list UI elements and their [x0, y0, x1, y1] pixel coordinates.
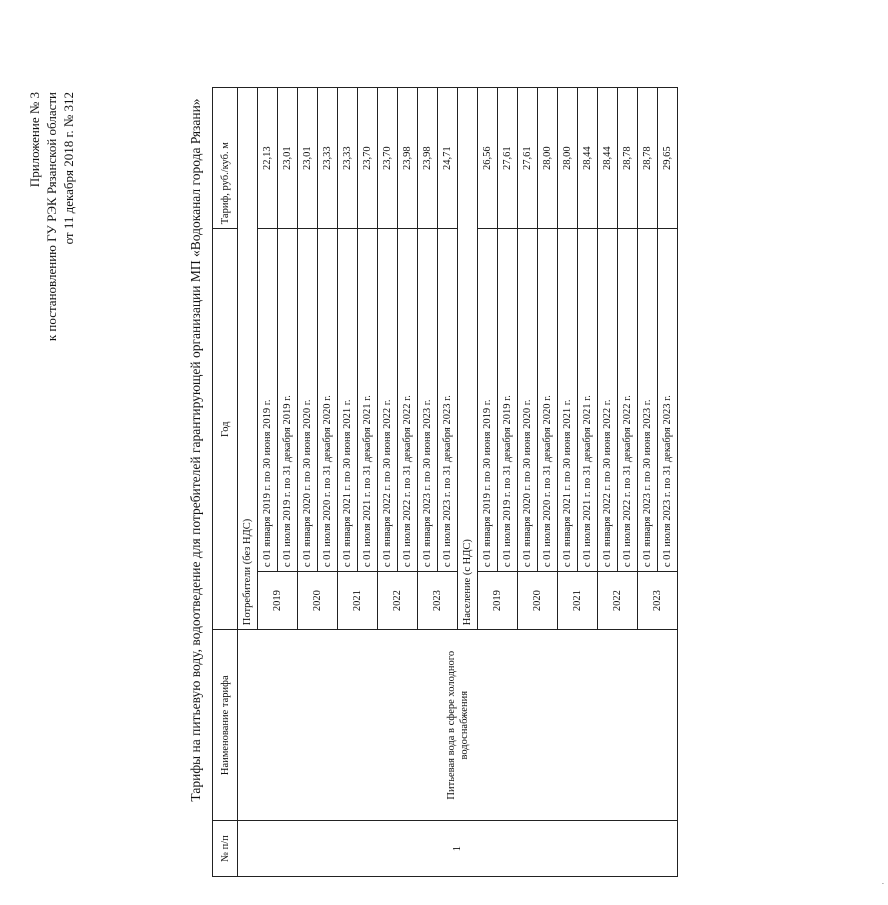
tariff-cell: 23,70	[358, 88, 378, 229]
year-cell: 2021	[558, 572, 598, 630]
period-cell: с 01 июля 2023 г. по 31 декабря 2023 г.	[438, 229, 458, 572]
period-cell: с 01 января 2022 г. по 30 июня 2022 г.	[378, 229, 398, 572]
period-cell: с 01 января 2022 г. по 30 июня 2022 г.	[598, 229, 618, 572]
tariff-cell: 23,01	[298, 88, 318, 229]
period-cell: с 01 января 2021 г. по 30 июня 2021 г.	[338, 229, 358, 572]
period-cell: с 01 июля 2020 г. по 31 декабря 2020 г.	[538, 229, 558, 572]
period-cell: с 01 января 2020 г. по 30 июня 2020 г.	[518, 229, 538, 572]
period-cell: с 01 января 2023 г. по 30 июня 2023 г.	[638, 229, 658, 572]
tariff-cell: 28,00	[538, 88, 558, 229]
period-cell: с 01 января 2019 г. по 30 июня 2019 г.	[478, 229, 498, 572]
group-label: Потребители (без НДС)	[238, 88, 258, 630]
appendix-header	[26, 92, 77, 341]
tariff-cell: 27,61	[518, 88, 538, 229]
appendix-date: от 11 декабря 2018 г. № 312	[61, 92, 76, 245]
scan-mark: ·	[878, 882, 888, 885]
tariff-cell: 24,71	[438, 88, 458, 229]
period-cell: с 01 июля 2023 г. по 31 декабря 2023 г.	[658, 229, 678, 572]
tariff-cell: 28,78	[638, 88, 658, 229]
period-cell: с 01 января 2021 г. по 30 июня 2021 г.	[558, 229, 578, 572]
tariff-cell: 23,98	[418, 88, 438, 229]
year-cell: 2023	[638, 572, 678, 630]
year-cell: 2019	[258, 572, 298, 630]
period-cell: с 01 января 2019 г. по 30 июня 2019 г.	[258, 229, 278, 572]
appendix-resolution: к постановлению ГУ РЭК Рязанской области	[44, 92, 59, 342]
tariff-cell: 29,65	[658, 88, 678, 229]
tariff-cell: 26,56	[478, 88, 498, 229]
tariff-cell: 28,78	[618, 88, 638, 229]
appendix-number: Приложение № 3	[27, 92, 42, 188]
table-header-row	[213, 88, 238, 877]
tariff-cell: 23,70	[378, 88, 398, 229]
tariff-cell: 23,33	[338, 88, 358, 229]
period-cell: с 01 января 2020 г. по 30 июня 2020 г.	[298, 229, 318, 572]
header-tariff: Тариф, руб./куб. м	[213, 88, 238, 229]
tariff-cell: 23,98	[398, 88, 418, 229]
period-cell: с 01 июля 2019 г. по 31 декабря 2019 г.	[278, 229, 298, 572]
header-year: Год	[213, 229, 238, 630]
period-cell: с 01 июля 2022 г. по 31 декабря 2022 г.	[398, 229, 418, 572]
year-cell: 2022	[378, 572, 418, 630]
header-name: Наименование тарифа	[213, 630, 238, 821]
period-cell: с 01 июля 2021 г. по 31 декабря 2021 г.	[578, 229, 598, 572]
tariff-table	[212, 87, 678, 877]
document-title: Тарифы на питьевую воду, водоотведение для потребителей гарантирующей организации МП «Водоканал города Рязани»	[188, 98, 203, 802]
header-num: № п/п	[213, 821, 238, 877]
period-cell: с 01 июля 2021 г. по 31 декабря 2021 г.	[358, 229, 378, 572]
row-number: 1	[238, 821, 678, 877]
year-cell: 2019	[478, 572, 518, 630]
year-cell: 2020	[518, 572, 558, 630]
year-cell: 2020	[298, 572, 338, 630]
tariff-cell: 28,44	[578, 88, 598, 229]
period-cell: с 01 июля 2019 г. по 31 декабря 2019 г.	[498, 229, 518, 572]
tariff-cell: 23,01	[278, 88, 298, 229]
group-row	[238, 88, 258, 877]
table-body	[238, 88, 678, 877]
tariff-cell: 22,13	[258, 88, 278, 229]
group-label: Население (с НДС)	[458, 88, 478, 630]
period-cell: с 01 января 2023 г. по 30 июня 2023 г.	[418, 229, 438, 572]
period-cell: с 01 июля 2020 г. по 31 декабря 2020 г.	[318, 229, 338, 572]
tariff-cell: 28,00	[558, 88, 578, 229]
tariff-cell: 28,44	[598, 88, 618, 229]
tariff-cell: 23,33	[318, 88, 338, 229]
period-cell: с 01 июля 2022 г. по 31 декабря 2022 г.	[618, 229, 638, 572]
tariff-name: Питьевая вода в сфере холодного водоснабжения	[238, 630, 678, 821]
year-cell: 2023	[418, 572, 458, 630]
year-cell: 2021	[338, 572, 378, 630]
tariff-cell: 27,61	[498, 88, 518, 229]
year-cell: 2022	[598, 572, 638, 630]
